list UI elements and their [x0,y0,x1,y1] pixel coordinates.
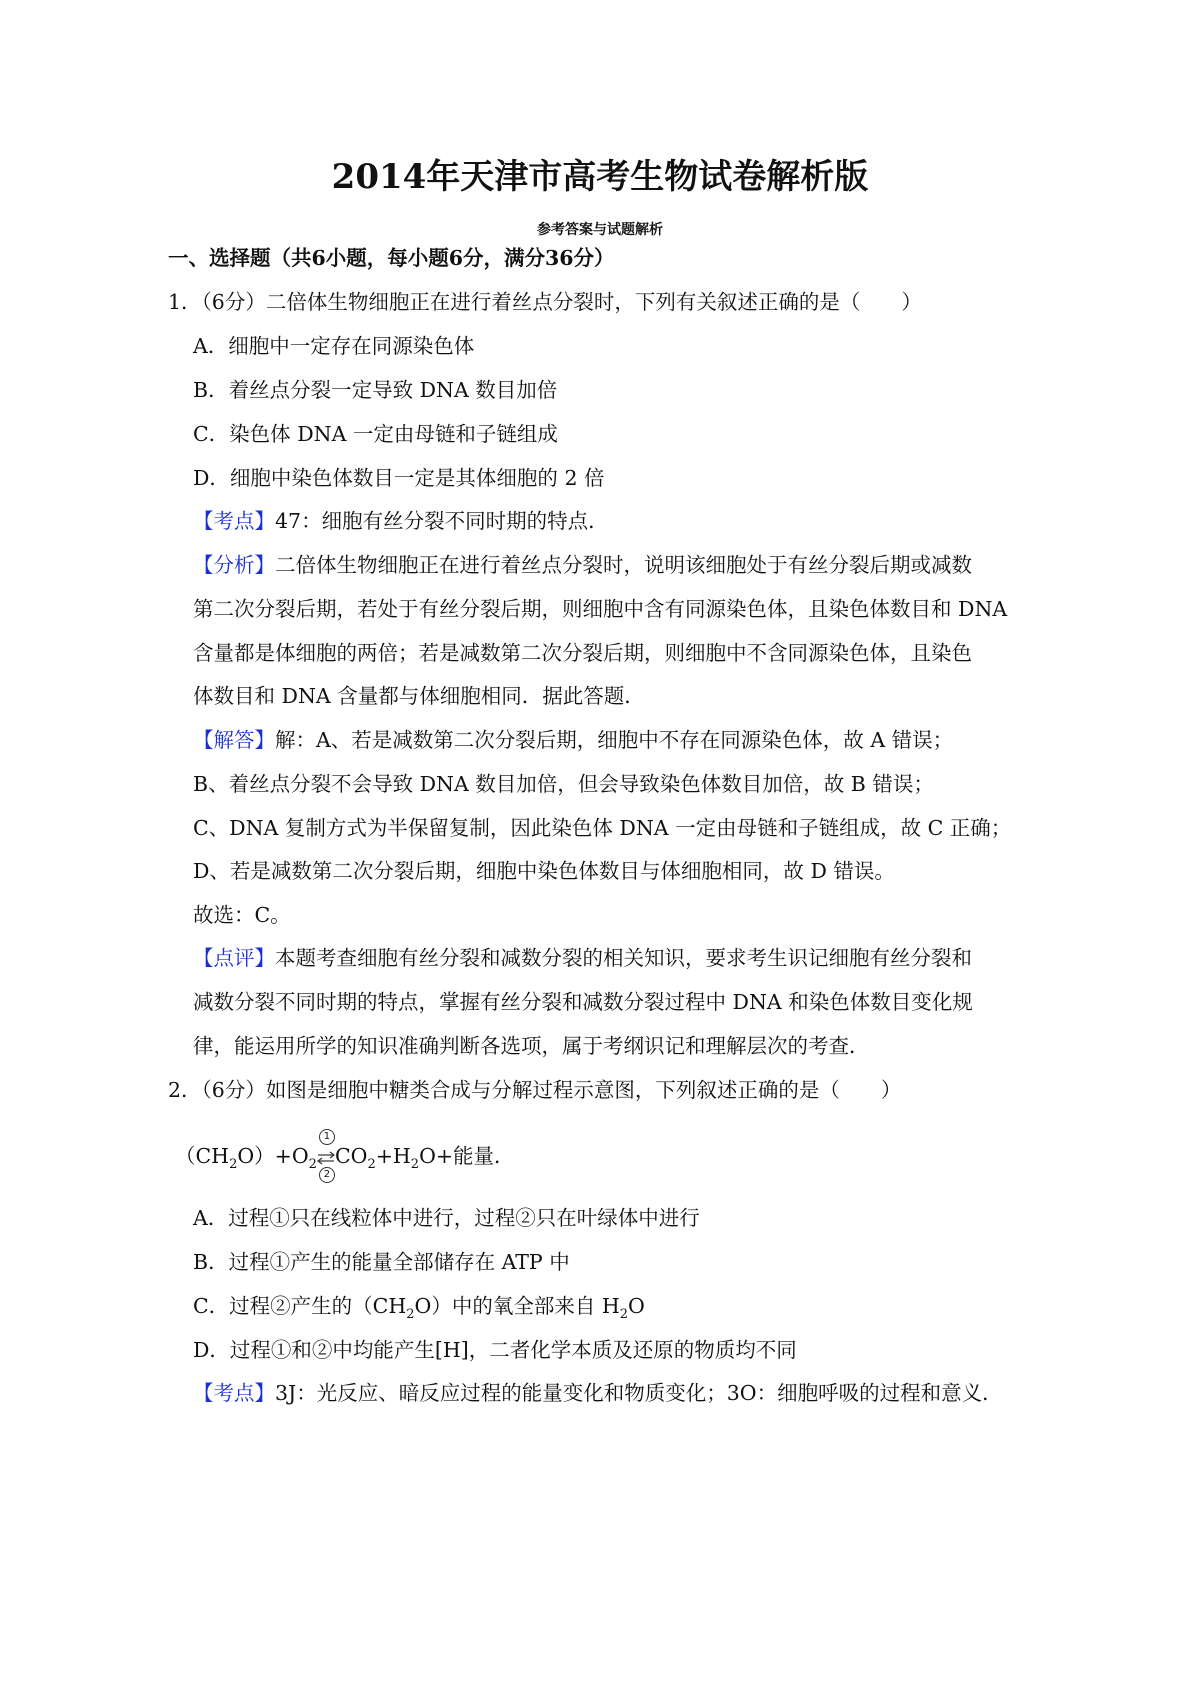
equation-subscript: 2 [308,1157,317,1173]
question-1-option-d: D．细胞中染色体数目一定是其体细胞的 2 倍 [193,466,605,490]
question-1-dianping-line-2: 减数分裂不同时期的特点，掌握有丝分裂和减数分裂过程中 DNA 和染色体数目变化规 [193,990,973,1014]
kaodian-text: 3J：光反应、暗反应过程的能量变化和物质变化；3O：细胞呼吸的过程和意义． [275,1381,1003,1405]
jieda-text: 解：A、若是减数第二次分裂后期，细胞中不存在同源染色体，故 A 错误； [275,728,954,752]
page-title: 2014年天津市高考生物试卷解析版 [331,157,869,197]
question-1-fenxi-line-2: 第二次分裂后期，若处于有丝分裂后期，则细胞中含有同源染色体，且染色体数目和 DNA [193,597,1008,621]
kaodian-tag: 【考点】 [193,1381,275,1405]
option-c-part: C．过程②产生的（CH [193,1294,407,1318]
question-1-stem: 1．（6分）二倍体生物细胞正在进行着丝点分裂时，下列有关叙述正确的是（ ） [168,290,922,314]
question-2-option-b: B．过程①产生的能量全部储存在 ATP 中 [193,1250,570,1274]
dianping-text: 本题考查细胞有丝分裂和减数分裂的相关知识，要求考生识记细胞有丝分裂和 [275,946,972,970]
question-1-dianping-line-1 [193,945,972,971]
question-1-jieda-line-2: B、着丝点分裂不会导致 DNA 数目加倍，但会导致染色体数目加倍，故 B 错误； [193,772,934,796]
section-heading: 一、选择题（共6小题，每小题6分，满分36分） [168,246,615,270]
question-1-kaodian [193,508,609,534]
equation-subscript: 2 [410,1157,420,1173]
equation-part: （CH [175,1144,230,1168]
kaodian-text: 47：细胞有丝分裂不同时期的特点． [275,509,609,533]
question-1-answer: 故选：C。 [193,903,291,927]
reversible-arrow-icon [317,1130,335,1180]
question-1-option-b: B．着丝点分裂一定导致 DNA 数目加倍 [193,378,558,402]
question-1-fenxi-line-4: 体数目和 DNA 含量都与体细胞相同．据此答题． [193,684,645,708]
kaodian-tag: 【考点】 [193,509,275,533]
equation-subscript: 2 [229,1157,238,1173]
question-1-jieda-line-1 [193,727,953,753]
question-1-option-a: A．细胞中一定存在同源染色体 [193,334,475,358]
question-1-option-c: C．染色体 DNA 一定由母链和子链组成 [193,422,558,446]
jieda-tag: 【解答】 [193,728,275,752]
option-c-subscript: 2 [619,1307,629,1323]
question-2-option-a: A．过程①只在线粒体中进行，过程②只在叶绿体中进行 [193,1206,700,1230]
question-1-jieda-line-4: D、若是减数第二次分裂后期，细胞中染色体数目与体细胞相同，故 D 错误。 [193,859,895,883]
reaction-equation [175,1130,515,1180]
page-subtitle: 参考答案与试题解析 [537,222,663,238]
option-c-subscript: 2 [406,1307,415,1323]
circle-label-2: 2 [319,1167,335,1183]
circle-label-1: 1 [319,1129,335,1145]
question-1-fenxi-line-3: 含量都是体细胞的两倍；若是减数第二次分裂后期，则细胞中不含同源染色体，且染色 [193,641,972,665]
equation-part: +H [375,1144,411,1168]
question-2-option-c [193,1293,645,1328]
question-2-stem: 2．（6分）如图是细胞中糖类合成与分解过程示意图，下列叙述正确的是（ ） [168,1078,902,1102]
question-2-option-d: D．过程①和②中均能产生[H]，二者化学本质及还原的物质均不同 [193,1338,797,1362]
equation-part: CO [334,1144,368,1168]
option-c-part: O [628,1294,645,1318]
fenxi-tag: 【分析】 [193,553,275,577]
dianping-tag: 【点评】 [193,946,275,970]
fenxi-text: 二倍体生物细胞正在进行着丝点分裂时，说明该细胞处于有丝分裂后期或减数 [275,553,972,577]
equation-subscript: 2 [367,1157,376,1173]
equation-part: O）+O [237,1144,309,1168]
double-arrow-icon [317,1148,335,1168]
question-1-jieda-line-3: C、DNA 复制方式为半保留复制，因此染色体 DNA 一定由母链和子链组成，故 C 正确； [193,816,1012,840]
question-1-dianping-line-3: 律，能运用所学的知识准确判断各选项，属于考纲识记和理解层次的考查． [193,1034,870,1058]
option-c-part: O）中的氧全部来自 H [414,1294,620,1318]
question-2-kaodian [193,1380,1003,1406]
question-1-fenxi-line-1 [193,552,972,578]
equation-part: O+能量． [419,1144,515,1168]
